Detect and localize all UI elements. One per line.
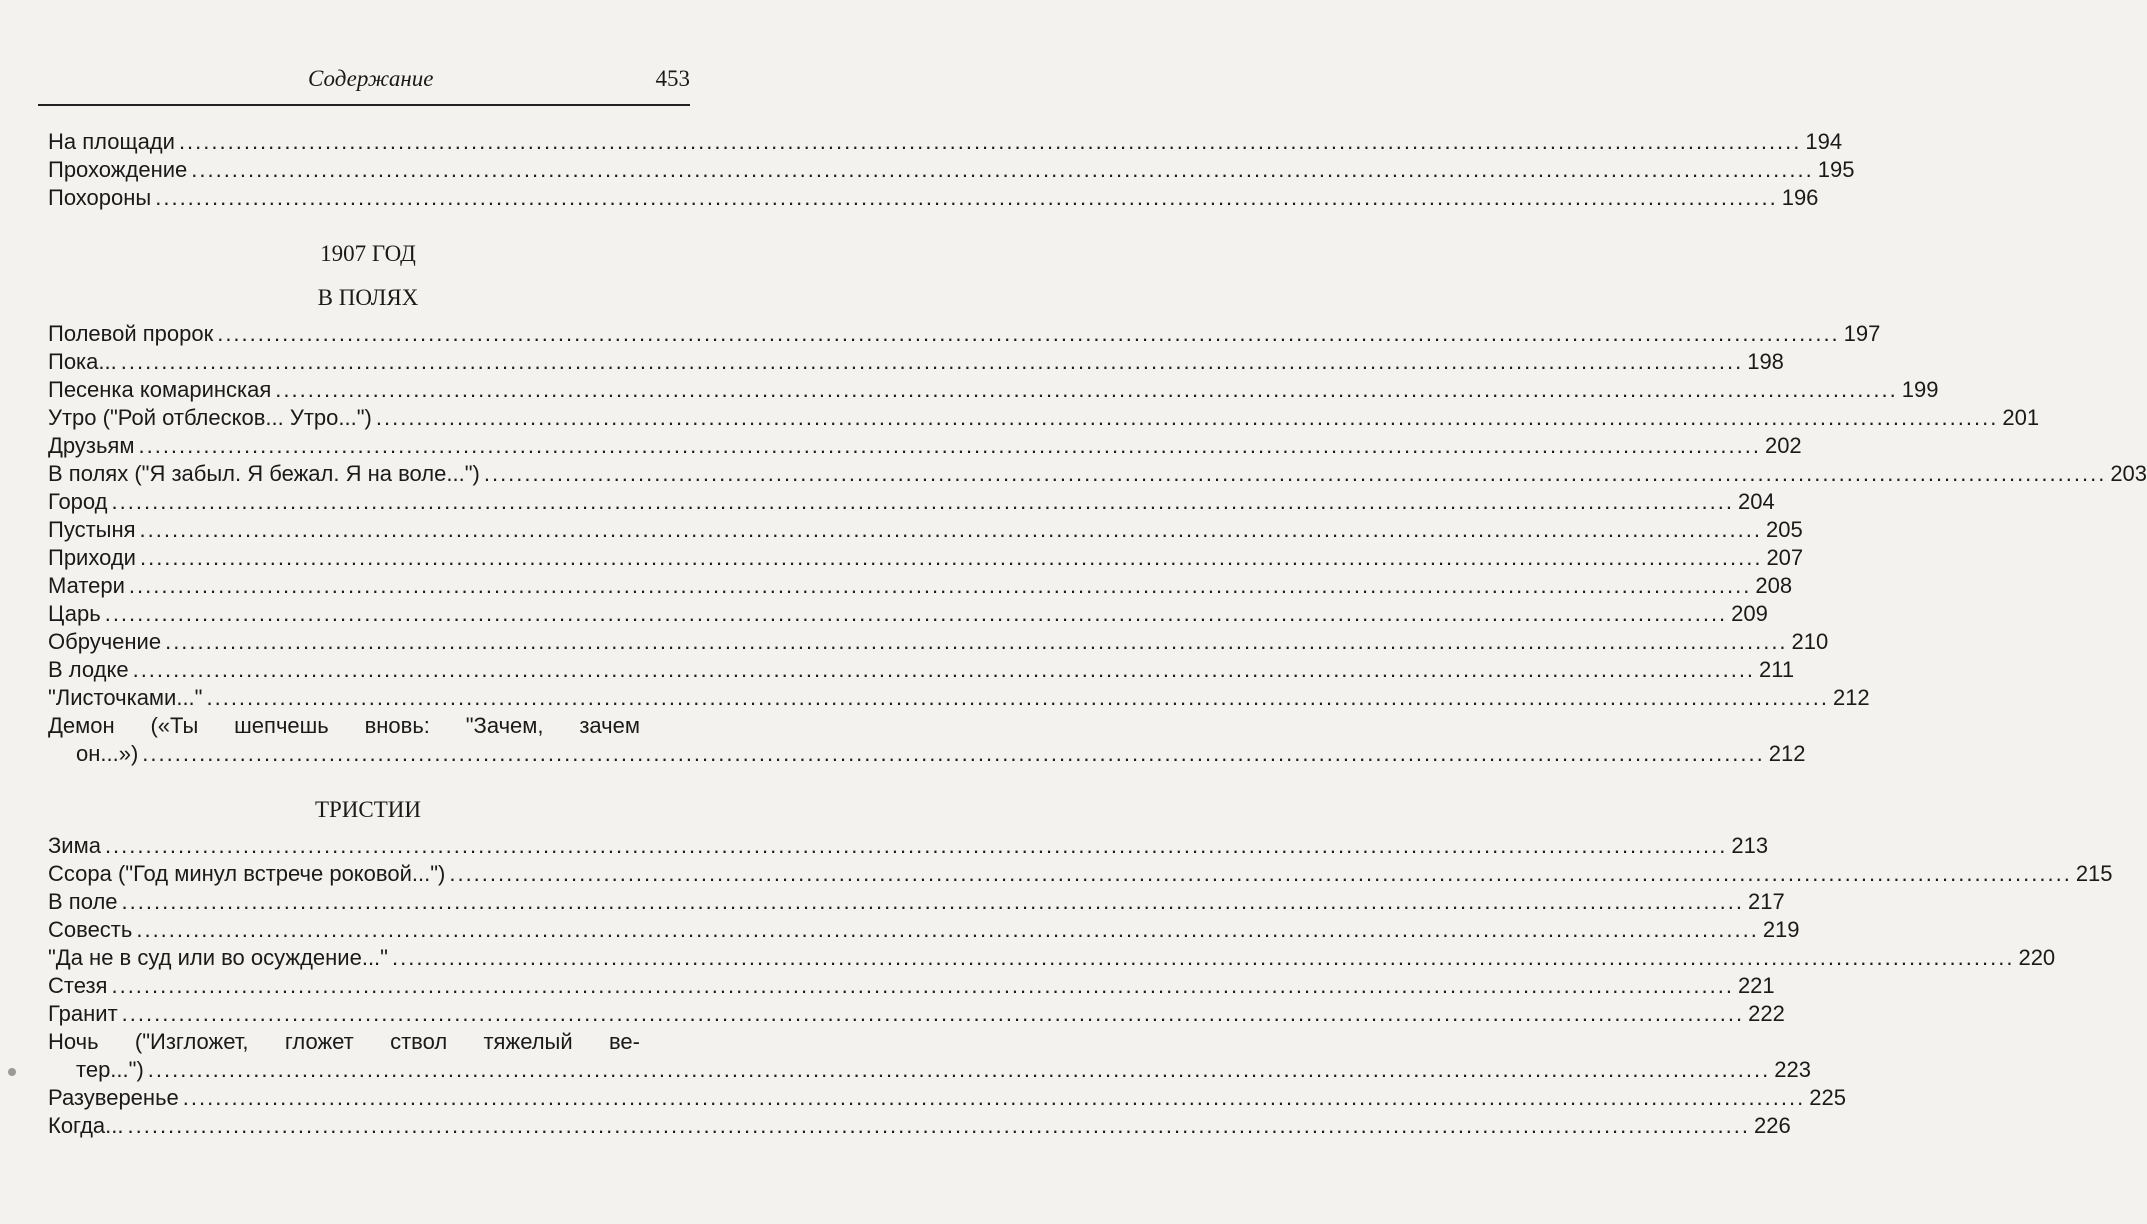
entry-page: 220 (2018, 945, 2056, 970)
toc-entry (48, 832, 1769, 860)
title-word: («Ты (150, 713, 199, 738)
dot-leader: ........................................................................................................................................................................................................ (275, 377, 1898, 402)
toc-entry (48, 972, 1775, 1000)
title-word: вновь: (364, 713, 430, 738)
dot-leader: ........................................................................................................................................................................................................ (121, 1001, 1745, 1026)
entry-title: В поле (48, 889, 118, 914)
dot-leader: ........................................................................................................................................................................................................ (375, 405, 1999, 430)
entry-page: 207 (1766, 545, 1804, 570)
entry-page: 212 (1832, 685, 1870, 710)
title-word: ве- (608, 1029, 640, 1054)
spacer (48, 768, 688, 788)
dot-leader: ........................................................................................................................................................................................................ (111, 489, 1734, 514)
dot-leader: ........................................................................................................................................................................................................ (155, 185, 1778, 210)
entry-title: Разуверенье (48, 1085, 179, 1110)
entry-title: Когда... (48, 1113, 124, 1138)
entry-title: Совесть (48, 917, 133, 942)
entry-title: На площади (48, 129, 175, 154)
toc-entry (48, 1000, 1785, 1028)
entry-title: Похороны (48, 185, 152, 210)
entry-title: В полях ("Я забыл. Я бежал. Я на воле...") (48, 461, 480, 486)
entry-title: Утро ("Рой отблесков... Утро...") (48, 405, 372, 430)
toc-entry (48, 916, 1800, 944)
toc-entry (48, 128, 1843, 156)
toc-entry (48, 516, 1803, 544)
title-word: ствол (390, 1029, 448, 1054)
toc-entry (48, 860, 2113, 888)
dot-leader: ........................................................................................................................................................................................................ (139, 545, 1763, 570)
dot-leader: ........................................................................................................................................................................................................ (120, 349, 1744, 374)
entry-title-line1 (48, 1028, 688, 1056)
entry-title-line2 (48, 740, 1806, 768)
entry-title: Стезя (48, 973, 108, 998)
entry-title: "Листочками..." (48, 685, 203, 710)
dot-leader: ........................................................................................................................................................................................................ (391, 945, 2015, 970)
toc-entry (48, 544, 1804, 572)
dot-leader: ........................................................................................................................................................................................................ (139, 517, 1762, 542)
toc-entry-wrapped (48, 1028, 1811, 1084)
toc-entry (48, 1112, 1791, 1140)
entry-title-cont: он...») (76, 741, 139, 766)
toc-entry (48, 656, 1795, 684)
entry-page: 217 (1748, 889, 1785, 914)
entry-title: Прохождение (48, 157, 188, 182)
title-word: гложет (284, 1029, 354, 1054)
entry-page: 198 (1747, 349, 1784, 374)
toc-entry (48, 488, 1775, 516)
entry-title: Пока... (48, 349, 117, 374)
entry-page: 209 (1731, 601, 1768, 626)
toc-entry (48, 628, 1829, 656)
entry-page: 221 (1737, 973, 1775, 998)
toc-entry (48, 156, 1855, 184)
toc-entry-wrapped (48, 712, 1806, 768)
entry-title: Песенка комаринская (48, 377, 272, 402)
entry-title-line2 (48, 1056, 1811, 1084)
title-word: "Зачем, (465, 713, 544, 738)
entry-page: 211 (1759, 657, 1795, 682)
toc-entry (48, 684, 1870, 712)
title-word: ("Изгложет, (134, 1029, 249, 1054)
entry-page: 201 (2002, 405, 2040, 430)
toc-entry (48, 600, 1768, 628)
dot-leader: ........................................................................................................................................................................................................ (121, 889, 1744, 914)
dot-leader: ........................................................................................................................................................................................................ (138, 433, 1761, 458)
toc-entry (48, 184, 1819, 212)
toc-entry (48, 572, 1793, 600)
entry-title-cont: тер...") (76, 1057, 144, 1082)
toc-entry (48, 348, 1784, 376)
dot-leader: ........................................................................................................................................................................................................ (142, 741, 1765, 766)
spacer (48, 212, 688, 232)
dot-leader: ........................................................................................................................................................................................................ (111, 973, 1734, 998)
dot-leader: ........................................................................................................................................................................................................ (165, 629, 1788, 654)
toc-entry (48, 376, 1939, 404)
entry-page: 223 (1774, 1057, 1811, 1082)
entry-page: 203 (2110, 461, 2147, 486)
entry-title: Город (48, 489, 108, 514)
dot-leader: ........................................................................................................................................................................................................ (449, 861, 2072, 886)
table-of-contents (48, 128, 2147, 1140)
title-word: зачем (579, 713, 640, 738)
section-heading: ТРИСТИИ (314, 797, 422, 822)
title-word: Демон (48, 713, 115, 738)
entry-title: Матери (48, 573, 125, 598)
entry-title: Обручение (48, 629, 162, 654)
dot-leader: ........................................................................................................................................................................................................ (132, 657, 1756, 682)
margin-dot (8, 1068, 16, 1076)
entry-title: Полевой пророк (48, 321, 214, 346)
toc-entry (48, 404, 2040, 432)
dot-leader: ........................................................................................................................................................................................................ (217, 321, 1840, 346)
entry-page: 226 (1753, 1113, 1791, 1138)
entry-title-line1 (48, 712, 688, 740)
toc-entry (48, 1084, 1846, 1112)
toc-entry (48, 432, 1802, 460)
toc-entry (48, 320, 1881, 348)
entry-page: 202 (1764, 433, 1802, 458)
entry-title: Друзьям (48, 433, 135, 458)
entry-title: Зима (48, 833, 101, 858)
dot-leader: ........................................................................................................................................................................................................ (182, 1085, 1806, 1110)
toc-entry (48, 944, 2056, 972)
dot-leader: ........................................................................................................................................................................................................ (147, 1057, 1771, 1082)
toc-entry (48, 888, 1785, 916)
dot-leader: ........................................................................................................................................................................................................ (178, 129, 1802, 154)
entry-title: Ссора ("Год минул встрече роковой...") (48, 861, 446, 886)
entry-page: 205 (1766, 517, 1803, 542)
title-word: тяжелый (483, 1029, 573, 1054)
entry-page: 195 (1817, 157, 1855, 182)
header-title: Содержание (308, 66, 434, 91)
dot-leader: ........................................................................................................................................................................................................ (191, 157, 1814, 182)
entry-title: В лодке (48, 657, 129, 682)
section-heading: В ПОЛЯХ (317, 285, 419, 310)
dot-leader: ........................................................................................................................................................................................................ (136, 917, 1759, 942)
entry-page: 222 (1748, 1001, 1785, 1026)
entry-page: 199 (1901, 377, 1939, 402)
entry-page: 213 (1731, 833, 1769, 858)
dot-leader: ........................................................................................................................................................................................................ (128, 573, 1752, 598)
toc-entry (48, 460, 2147, 488)
running-header (38, 60, 690, 110)
entry-page: 208 (1755, 573, 1793, 598)
dot-leader: ........................................................................................................................................................................................................ (483, 461, 2107, 486)
section-heading: 1907 ГОД (320, 241, 416, 266)
entry-title: Приходи (48, 545, 136, 570)
title-word: шепчешь (234, 713, 329, 738)
entry-page: 196 (1781, 185, 1819, 210)
entry-page: 225 (1809, 1085, 1846, 1110)
dot-leader: ........................................................................................................................................................................................................ (127, 1113, 1750, 1138)
entry-page: 210 (1791, 629, 1829, 654)
entry-page: 194 (1805, 129, 1843, 154)
entry-title: Пустыня (48, 517, 136, 542)
entry-page: 212 (1768, 741, 1806, 766)
entry-title: Гранит (48, 1001, 118, 1026)
page-number: 453 (655, 66, 690, 91)
entry-page: 219 (1762, 917, 1800, 942)
dot-leader: ........................................................................................................................................................................................................ (206, 685, 1829, 710)
title-word: Ночь (48, 1029, 99, 1054)
entry-title: Царь (48, 601, 101, 626)
dot-leader: ........................................................................................................................................................................................................ (104, 833, 1728, 858)
header-rule (38, 104, 690, 106)
entry-page: 215 (2075, 861, 2113, 886)
dot-leader: ........................................................................................................................................................................................................ (104, 601, 1728, 626)
entry-title: "Да не в суд или во осуждение..." (48, 945, 388, 970)
entry-page: 197 (1843, 321, 1881, 346)
entry-page: 204 (1737, 489, 1775, 514)
